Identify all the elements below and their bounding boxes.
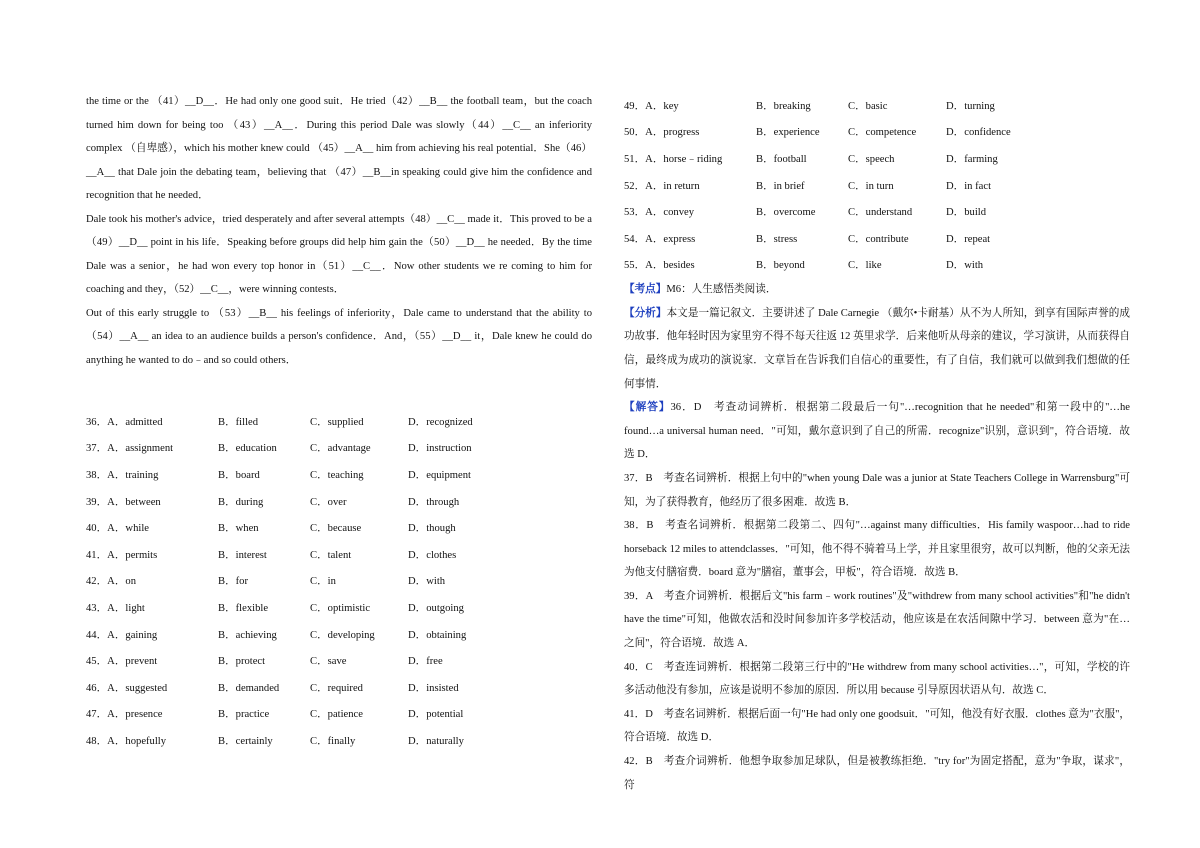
jieda-item: 41．D 考查名词辨析．根据后面一句"He had only one goodsuit．"可知，他没有好衣服．clothes 意为"衣服"，符合语境．故选 D． <box>624 708 1130 744</box>
right-column <box>624 90 1130 797</box>
option-row: 41．A．permits B．interest C．talent D．clothes <box>86 549 457 561</box>
fenxi-tag: 【分析】 <box>624 307 667 319</box>
option-row: 51．A．horse﹣riding B．football C．speech D．farming <box>624 153 998 165</box>
jieda-item: 39．A 考查介词辨析．根据后文"his farm﹣work routines"及"withdrew from many school activities"和"he didn't have the time"可知，他做农活和没时间参加许多学校活动，他应该是在农活间隙中学习．between 意为"在…之间"，符合语境．故选 A． <box>624 590 1130 650</box>
options-list-right <box>624 92 1130 278</box>
option-row: 49．A．key B．breaking C．basic D．turning <box>624 100 995 112</box>
option-row: 43．A．light B．flexible C．optimistic D．outgoing <box>86 602 464 614</box>
option-row: 48．A．hopefully B．certainly C．finally D．naturally <box>86 735 464 747</box>
passage-paragraph: Out of this early struggle to （53）__B__ his feelings of inferiority，Dale came to understand that the ability to （54）__A__ an idea to an audience builds a person's confidence．And，（55）__D__ it，Dale knew he could do anything he wanted to do﹣and so could others． <box>86 307 592 366</box>
jieda-tag: 【解答】 <box>624 402 671 414</box>
option-row: 38．A．training B．board C．teaching D．equipment <box>86 469 471 481</box>
option-row: 44．A．gaining B．achieving C．developing D．obtaining <box>86 629 467 641</box>
jieda-item: 37．B 考查名词辨析．根据上句中的"when young Dale was a junior at State Teachers College in Warrensburg"可知，为了获得教育，他经历了很多困难．故选 B． <box>624 472 1130 508</box>
option-row: 40．A．while B．when C．because D．though <box>86 523 456 535</box>
option-row: 39．A．between B．during C．over D．through <box>86 496 460 508</box>
option-row: 52．A．in return B．in brief C．in turn D．in fact <box>624 180 992 192</box>
option-row: 54．A．express B．stress C．contribute D．repeat <box>624 233 991 245</box>
fenxi-section <box>624 302 1130 396</box>
kaodian-tag: 【考点】 <box>624 284 667 296</box>
kaodian-section <box>624 278 1130 302</box>
kaodian-text: M6：人生感悟类阅读． <box>666 284 777 296</box>
option-row: 42．A．on B．for C．in D．with <box>86 576 446 588</box>
jieda-item: 38．B 考查名词辨析．根据第二段第二、四句"…against many difficulties．His family waspoor…had to ride horseback 12 miles to attendclasses．"可知，他不得不骑着马上学，并且家里很穷，故可以判断，他的父亲无法为他支付膳宿费．board 意为"膳宿，董事会，甲板"，符合语境．故选 B． <box>624 520 1130 579</box>
option-row: 55．A．besides B．beyond C．like D．with <box>624 260 984 272</box>
option-row: 45．A．prevent B．protect C．save D．free <box>86 656 443 668</box>
option-row: 53．A．convey B．overcome C．understand D．build <box>624 207 987 219</box>
option-row: 50．A．progress B．experience C．competence D．confidence <box>624 127 1011 139</box>
option-row: 36．A．admitted B．filled C．supplied D．recognized <box>86 416 473 428</box>
options-list-left <box>86 408 592 754</box>
jieda-item: 40．C 考查连词辨析．根据第二段第三行中的"He withdrew from many school activities…"，可知，学校的许多活动他没有参加，应该是说明不参加的原因．所以用 because 引导原因状语从句．故选 C． <box>624 661 1130 697</box>
fenxi-text: 本文是一篇记叙文．主要讲述了 Dale Carnegie （戴尔•卡耐基）从不为人所知，到享有国际声誉的成功故事．他年轻时因为家里穷不得不每天往返 12 英里求学．后来他听从母亲的建议，学习演讲，从而获得自信，最终成为成功的演说家．文章旨在告诉我们自信心的重要性，有了自信，我们就可以做到我们想做的任何事情． <box>624 307 1131 390</box>
option-row: 37．A．assignment B．education C．advantage D．instruction <box>86 443 472 455</box>
option-row: 47．A．presence B．practice C．patience D．potential <box>86 709 464 721</box>
jieda-item: 【解答】36．D 考查动词辨析．根据第二段最后一句"…recognition that he needed"和第一段中的"…he found…a universal human need．"可知，戴尔意识到了自己的所需．recognize"识别，意识到"，符合语境．故选 D． <box>624 402 1130 461</box>
passage-paragraph: the time or the （41）__D__．He had only one good suit．He tried（42）__B__ the football team，but the coach turned him down for being too （43）__A__．During this period Dale was slowly（44）__C__ an inferiority complex （自卑感），which his mother knew could （45）__A__ him from achieving his real potential．She（46）__A__ that Dale join the debating team，believing that （47）__B__in speaking could give him the confidence and recognition that he needed． <box>86 96 592 201</box>
option-row: 46．A．suggested B．demanded C．required D．insisted <box>86 682 459 694</box>
jieda-item: 42．B 考查介词辨析．他想争取参加足球队，但是被教练拒绝．"try for"为固定搭配，意为"争取，谋求"，符 <box>624 756 1130 791</box>
left-column <box>86 90 592 754</box>
passage-paragraph: Dale took his mother's advice，tried desperately and after several attempts（48）__C__ made it．This proved to be a （49）__D__ point in his life．Speaking before groups did help him gain the（50）__D__ he needed．By the time Dale was a senior，he had won every top honor in（51）__C__．Now other students we re coming to him for coaching and they，（52）__C__，were winning contests． <box>86 213 592 295</box>
